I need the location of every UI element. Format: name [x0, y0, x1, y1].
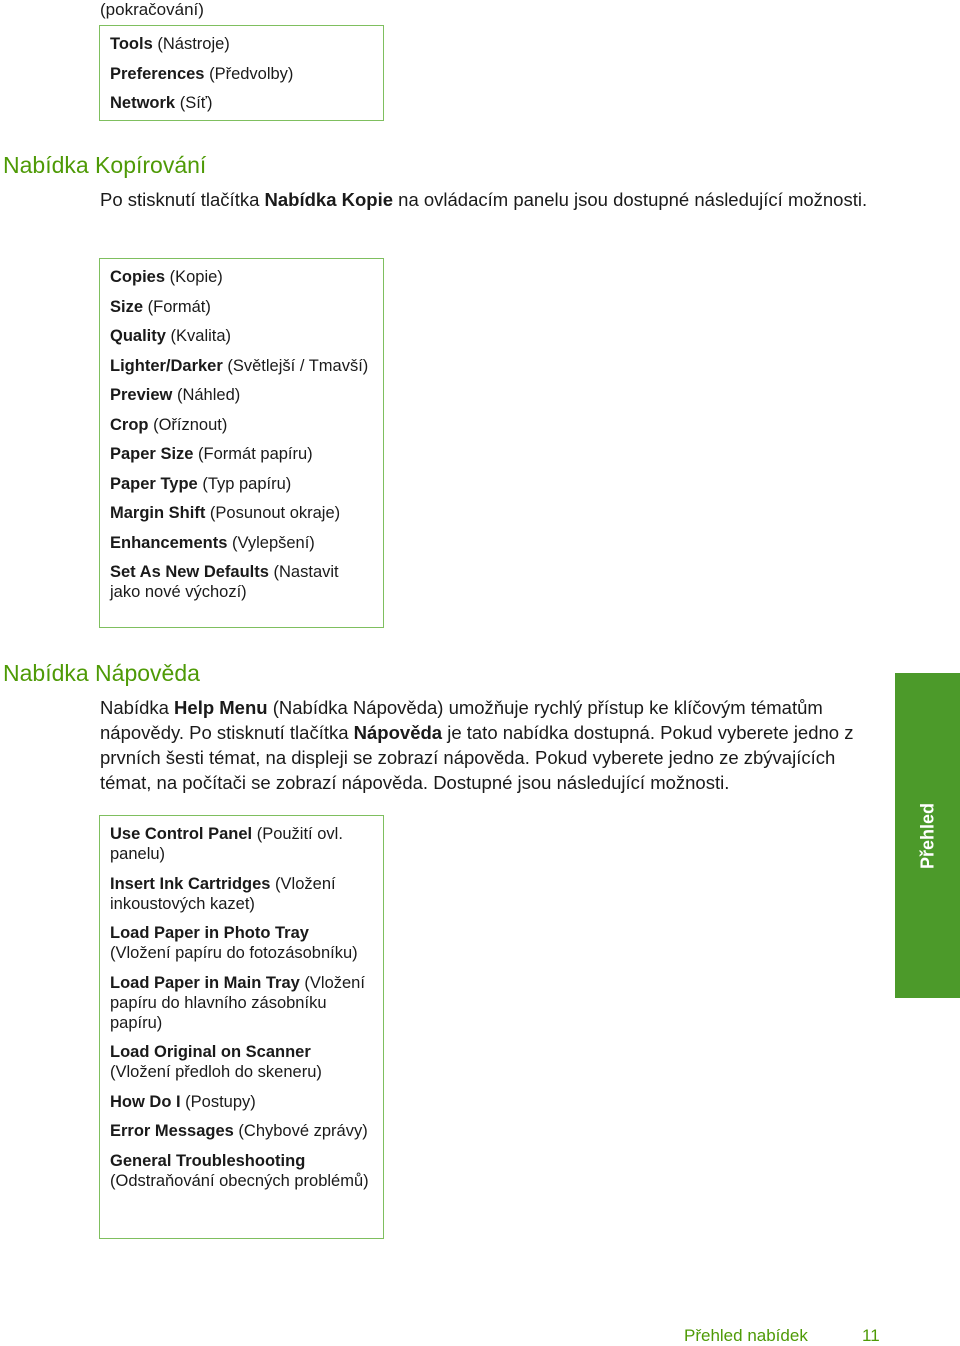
footer-section-title: Přehled nabídek	[684, 1326, 808, 1345]
list-item: Error Messages (Chybové zprávy)	[110, 1122, 368, 1140]
list-item: Lighter/Darker (Světlejší / Tmavší)	[110, 356, 369, 375]
side-tab-label: Přehled	[917, 802, 937, 869]
list-item: Load Paper in Main Tray (Vložení papíru do hlavního zásobníku papíru)	[110, 973, 365, 1032]
menu-box-help	[99, 815, 384, 1239]
continued-label: (pokračování)	[100, 0, 204, 19]
list-item: Network (Síť)	[110, 94, 213, 112]
list-item: Margin Shift (Posunout okraje)	[110, 504, 341, 522]
list-item: Load Original on Scanner (Vložení předloh do skeneru)	[110, 1043, 322, 1081]
list-item: Paper Size (Formát papíru)	[110, 445, 313, 463]
list-item: Paper Type (Typ papíru)	[110, 474, 292, 493]
list-item: Tools (Nástroje)	[110, 35, 230, 53]
section-title-help: Nabídka Nápověda	[3, 660, 200, 686]
list-item: Size (Formát)	[110, 297, 211, 316]
list-item: Crop (Oříznout)	[110, 415, 228, 434]
menu-box-copy	[99, 258, 384, 628]
menu-box-settings	[99, 25, 384, 121]
list-item: How Do I (Postupy)	[110, 1092, 256, 1111]
page-number: 11	[862, 1326, 880, 1345]
list-item: Quality (Kvalita)	[110, 327, 232, 345]
list-item: General Troubleshooting (Odstraňování obecných problémů)	[110, 1151, 369, 1190]
list-item: Insert Ink Cartridges (Vložení inkoustových kazet)	[110, 874, 336, 913]
list-item: Load Paper in Photo Tray (Vložení papíru do fotozásobníku)	[110, 924, 358, 962]
section-text-help: Nabídka Help Menu (Nabídka Nápověda) umožňuje rychlý přístup ke klíčovým tématům nápovědy. Po stisknutí tlačítka Nápověda je tato nabídka dostupná. Pokud vyberete jedno z prvních šesti témat, na displeji se zobrazí nápověda. Pokud vyberete jedno ze zbývajících témat, na počítači se zobrazí nápověda. Dostupné jsou následující možnosti.	[100, 697, 854, 793]
list-item: Preview (Náhled)	[110, 386, 241, 404]
list-item: Preferences (Předvolby)	[110, 64, 294, 83]
section-title-copy: Nabídka Kopírování	[3, 152, 207, 178]
list-item: Use Control Panel (Použití ovl. panelu)	[110, 825, 343, 863]
list-item: Copies (Kopie)	[110, 268, 223, 286]
list-item: Enhancements (Vylepšení)	[110, 533, 315, 552]
side-tab	[895, 673, 960, 998]
list-item: Set As New Defaults (Nastavit jako nové výchozí)	[110, 563, 339, 601]
section-text-copy: Po stisknutí tlačítka Nabídka Kopie na ovládacím panelu jsou dostupné následující možnosti.	[100, 189, 868, 210]
